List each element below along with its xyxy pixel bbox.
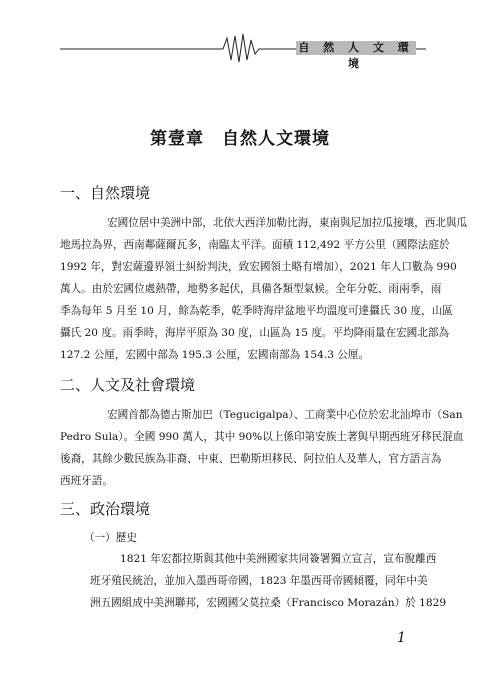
paragraph-line: 127.2 公厘，宏國中部為 195.3 公厘，宏國南部為 154.3 公厘。	[60, 349, 370, 361]
paragraph-line: 宏國位居中美洲中部，北依大西洋加勒比海，東南與尼加拉瓜接壤，西北與瓜	[107, 217, 468, 229]
paragraph-line: 攝氏 20 度。雨季時，海岸平原為 30 度，山區為 15 度。平均降雨量在宏國北部為	[60, 327, 450, 339]
paragraph-line: 西班牙語。	[60, 475, 113, 487]
page-number: 1	[397, 630, 406, 646]
section-heading-culture-society: 二、人文及社會環境	[60, 376, 196, 394]
header-section-label: 自 然 人 文 環 境	[298, 41, 414, 70]
paragraph-line: 1992 年，對宏薩邊界領土糾紛判決，致宏國領土略有增加），2021 年人口數為 990	[60, 261, 457, 273]
paragraph-line: 季為每年 5 月至 10 月，餘為乾季，乾季時海岸盆地平均溫度可達攝氏 30 度，山區	[60, 305, 453, 317]
section-heading-political-environment: 三、政治環境	[60, 500, 151, 518]
paragraph-history	[90, 548, 447, 614]
paragraph-line: 地馬拉為界，西南鄰薩爾瓦多，南臨太平洋。面積 112,492 平方公里（國際法庭於	[60, 239, 450, 251]
paragraph-line: 萬人。由於宏國位處熱帶，地勢多起伏，具備各類型氣候。全年分乾、雨兩季，雨	[60, 283, 442, 295]
paragraph-line: 宏國首都為德古斯加巴（Tegucigalpa）、工商業中心位於宏北汕埠市（San	[107, 409, 463, 421]
section-heading-natural-environment: 一、自然環境	[60, 184, 151, 202]
paragraph-line: 1821 年宏都拉斯與其他中美洲國家共同簽署獨立宣言，宣布脫離西	[120, 553, 437, 565]
paragraph-line: 班牙殖民統治，並加入墨西哥帝國，1823 年墨西哥帝國傾覆，同年中美	[90, 575, 428, 587]
paragraph-culture-society	[60, 404, 464, 492]
paragraph-line: Pedro Sula）。全國 990 萬人，其中 90%以上係印第安族土著與早期西班牙移民混血	[60, 431, 464, 443]
chapter-title: 第壹章 自然人文環境	[150, 129, 330, 149]
paragraph-natural-environment	[60, 212, 468, 366]
paragraph-line: 洲五國組成中美洲聯邦，宏國國父莫拉桑（Francisco Morazán）於 1829	[90, 597, 447, 609]
paragraph-line: 後裔，其餘少數民族為非裔、中東、巴勒斯坦移民、阿拉伯人及華人，官方語言為	[60, 453, 442, 465]
subsection-heading-history: （一）歷史	[84, 532, 137, 544]
